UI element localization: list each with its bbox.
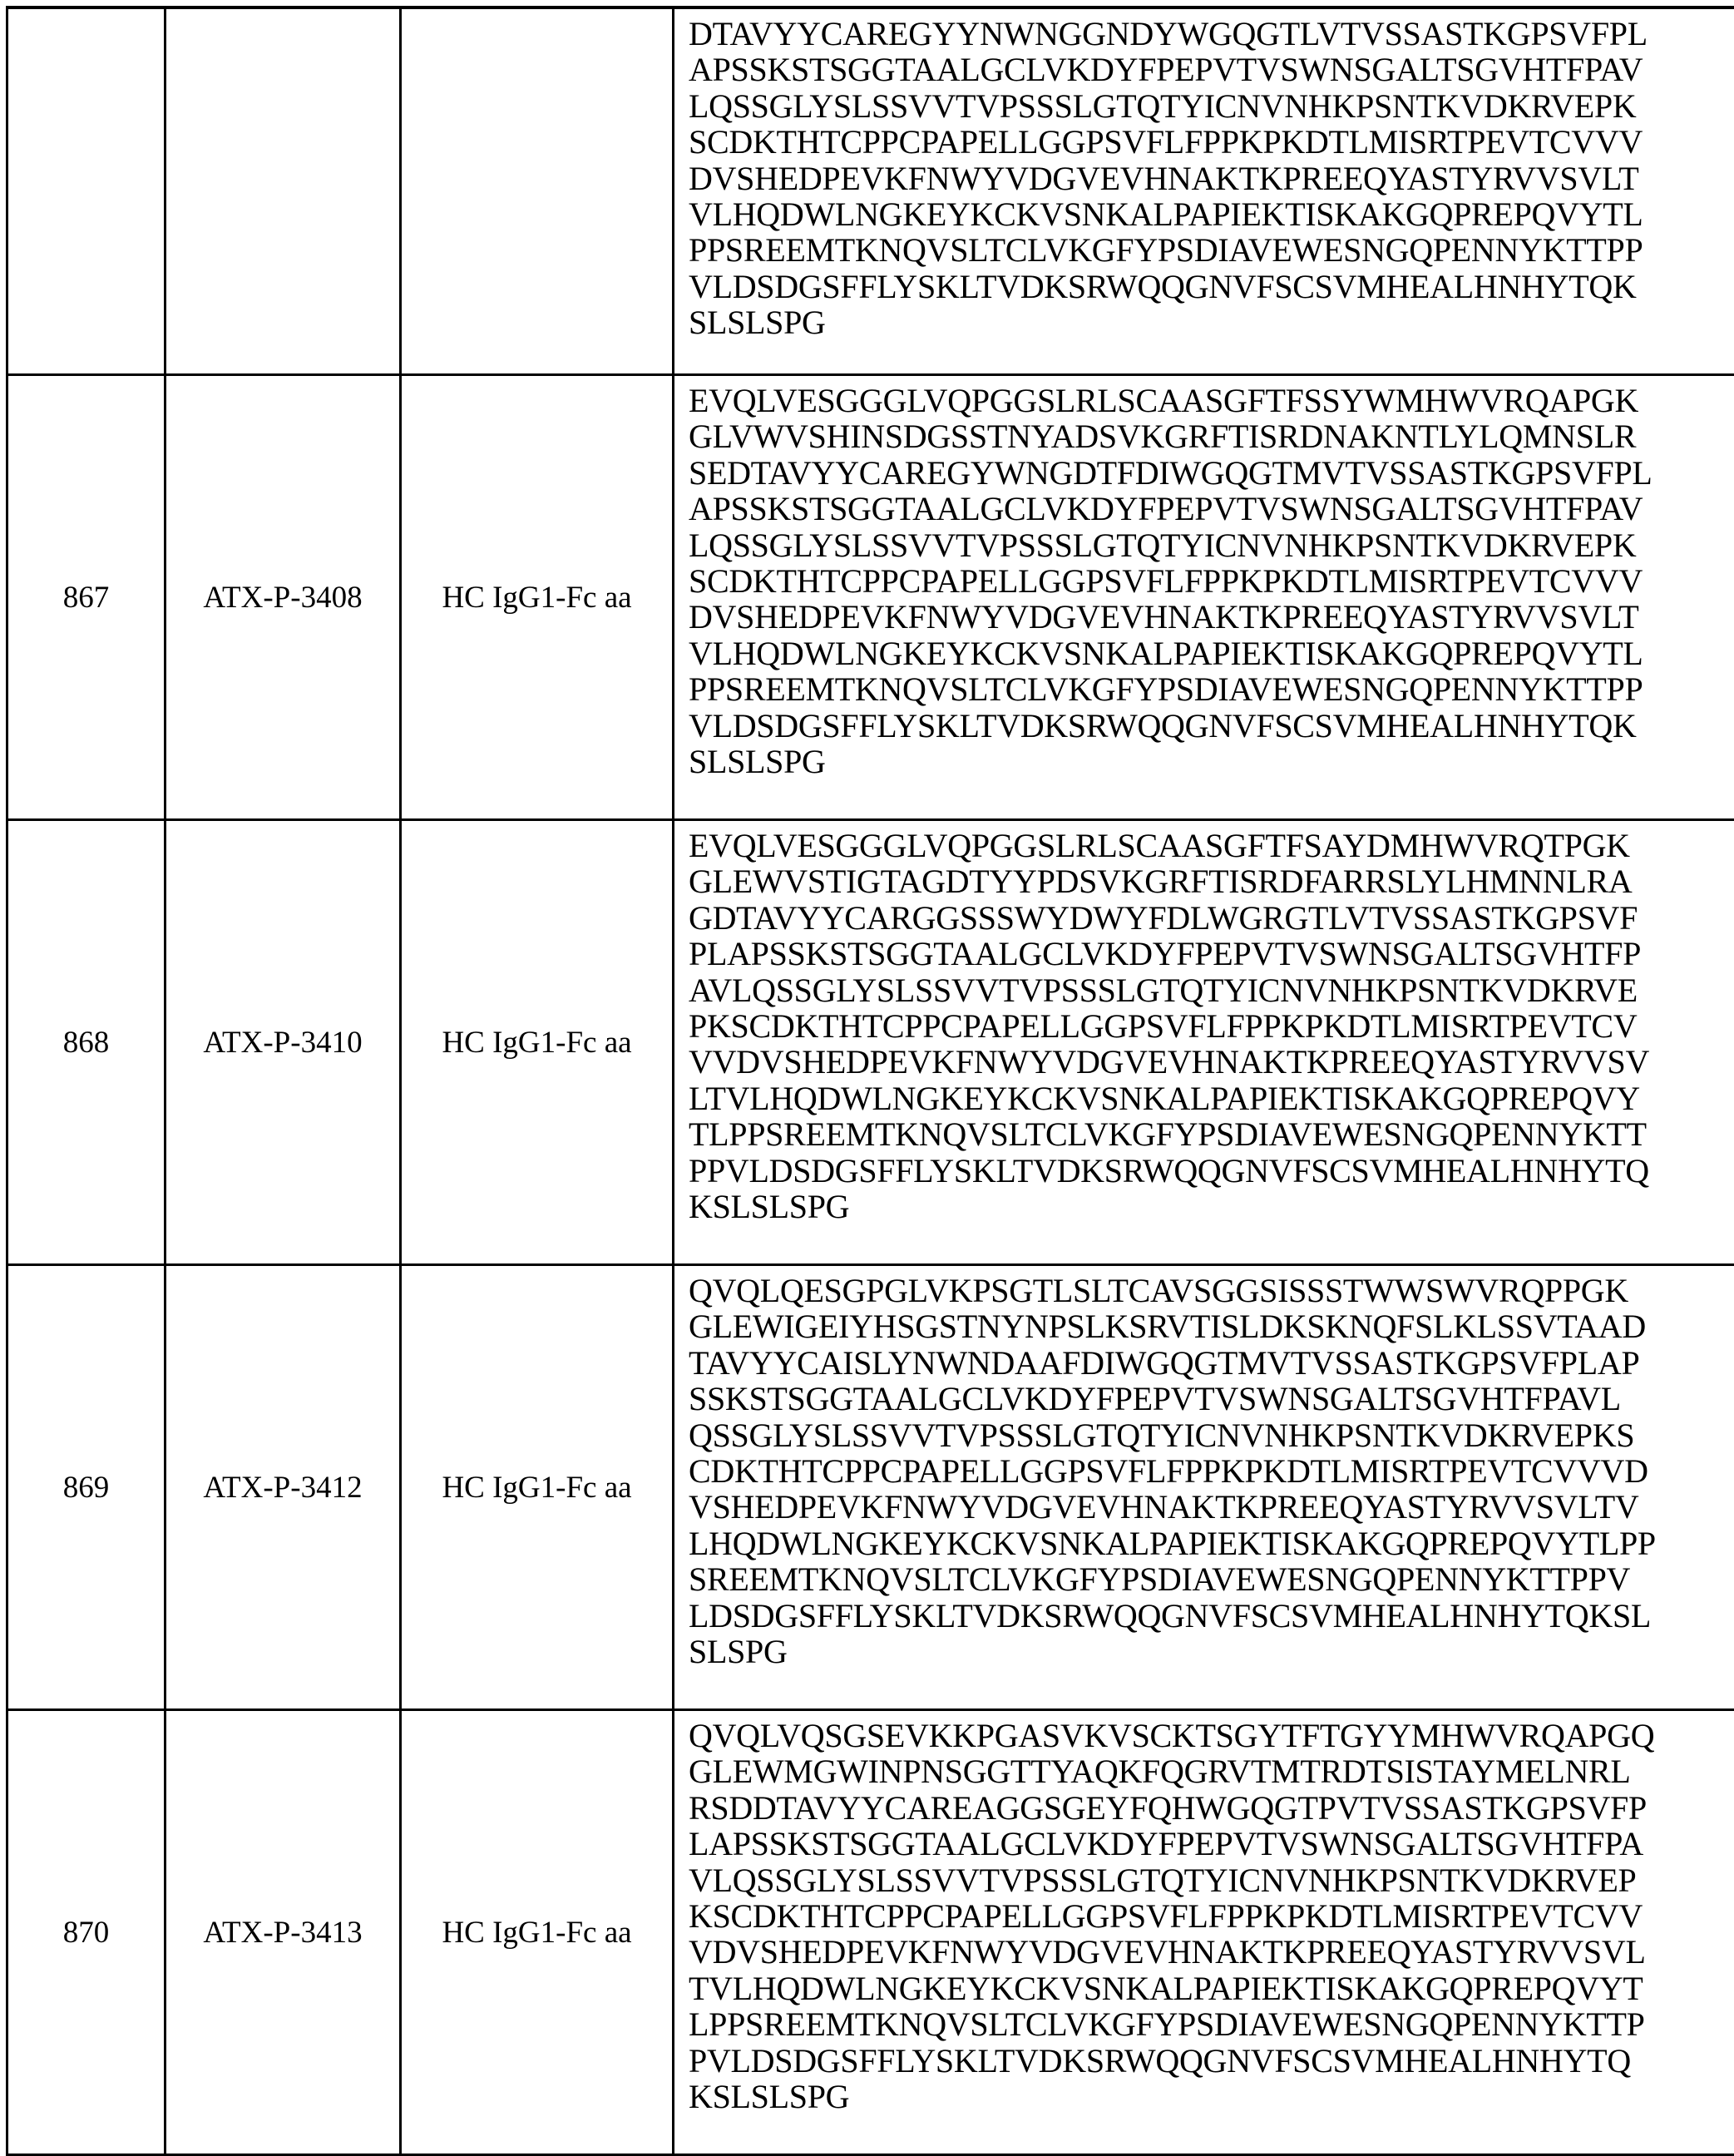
sequence-cell [674,375,1734,820]
seq-id-cell: 870 [7,1710,165,2155]
sequence-line: DVSHEDPEVKFNWYVDGVEVHNAKTKPREEQYASTYRVVSVLT [689,161,1734,196]
sequence-line: PPVLDSDGSFFLYSKLTVDKSRWQQGNVFSCSVMHEALHNHYTQ [689,1153,1734,1189]
sequence-cell [674,820,1734,1265]
construct-name-cell [165,7,401,375]
chain-type-cell: HC IgG1-Fc aa [401,820,674,1265]
seq-id-cell: 868 [7,820,165,1265]
sequence-line: DVSHEDPEVKFNWYVDGVEVHNAKTKPREEQYASTYRVVSVLT [689,599,1734,635]
table-row [7,1265,1734,1710]
sequence-line: SCDKTHTCPPCPAPELLGGPSVFLFPPKPKDTLMISRTPEVTCVVV [689,563,1734,599]
sequence-line: QVQLVQSGSEVKKPGASVKVSCKTSGYTFTGYYMHWVRQAPGQ [689,1718,1734,1753]
sequence-line: PVLDSDGSFFLYSKLTVDKSRWQQGNVFSCSVMHEALHNHYTQ [689,2043,1734,2079]
sequence-line: SSKSTSGGTAALGCLVKDYFPEPVTVSWNSGALTSGVHTFPAVL [689,1381,1734,1417]
sequence-cell [674,1710,1734,2155]
sequence-line: EVQLVESGGGLVQPGGSLRLSCAASGFTFSSYWMHWVRQAPGK [689,383,1734,418]
sequence-line: PKSCDKTHTCPPCPAPELLGGPSVFLFPPKPKDTLMISRTPEVTCV [689,1008,1734,1044]
sequence-line: GLEWMGWINPNSGGTTYAQKFQGRVTMTRDTSISTAYMELNRL [689,1753,1734,1789]
chain-type-cell: HC IgG1-Fc aa [401,1265,674,1710]
sequence-line: PLAPSSKSTSGGTAALGCLVKDYFPEPVTVSWNSGALTSGVHTFP [689,936,1734,972]
construct-name-cell: ATX-P-3412 [165,1265,401,1710]
sequence-line: LQSSGLYSLSSVVTVPSSSLGTQTYICNVNHKPSNTKVDKRVEPK [689,88,1734,124]
chain-type-cell: HC IgG1-Fc aa [401,1710,674,2155]
sequence-line: EVQLVESGGGLVQPGGSLRLSCAASGFTFSAYDMHWVRQTPGK [689,828,1734,863]
sequence-line: VDVSHEDPEVKFNWYVDGVEVHNAKTKPREEQYASTYRVVSVL [689,1934,1734,1970]
sequence-line: CDKTHTCPPCPAPELLGGPSVFLFPPKPKDTLMISRTPEVTCVVVD [689,1453,1734,1489]
sequence-line: LQSSGLYSLSSVVTVPSSSLGTQTYICNVNHKPSNTKVDKRVEPK [689,527,1734,563]
construct-name-cell: ATX-P-3410 [165,820,401,1265]
sequence-line: KSLSLSPG [689,2079,1734,2114]
sequence-cell [674,1265,1734,1710]
sequence-table [6,6,1734,2156]
sequence-line: GDTAVYYCARGGSSSWYDWYFDLWGRGTLVTVSSASTKGPSVF [689,900,1734,936]
sequence-line: GLEWVSTIGTAGDTYYPDSVKGRFTISRDFARRSLYLHMNNLRA [689,863,1734,899]
construct-name-cell: ATX-P-3413 [165,1710,401,2155]
sequence-line: DTAVYYCAREGYYNWNGGNDYWGQGTLVTVSSASTKGPSVFPL [689,16,1734,52]
sequence-line: SLSLSPG [689,744,1734,779]
sequence-line: GLEWIGEIYHSGSTNYNPSLKSRVTISLDKSKNQFSLKLSSVTAAD [689,1308,1734,1344]
sequence-line: QSSGLYSLSSVVTVPSSSLGTQTYICNVNHKPSNTKVDKRVEPKS [689,1417,1734,1453]
construct-name-cell: ATX-P-3408 [165,375,401,820]
seq-id-cell: 869 [7,1265,165,1710]
sequence-line: VLQSSGLYSLSSVVTVPSSSLGTQTYICNVNHKPSNTKVDKRVEP [689,1862,1734,1898]
chain-type-cell: HC IgG1-Fc aa [401,375,674,820]
sequence-line: QVQLQESGPGLVKPSGTLSLTCAVSGGSISSSTWWSWVRQPPGK [689,1273,1734,1308]
sequence-line: VLDSDGSFFLYSKLTVDKSRWQQGNVFSCSVMHEALHNHYTQK [689,269,1734,304]
seq-id-cell [7,7,165,375]
sequence-line: KSCDKTHTCPPCPAPELLGGPSVFLFPPKPKDTLMISRTPEVTCVV [689,1898,1734,1934]
chain-type-cell [401,7,674,375]
sequence-line: APSSKSTSGGTAALGCLVKDYFPEPVTVSWNSGALTSGVHTFPAV [689,52,1734,87]
sequence-line: TLPPSREEMTKNQVSLTCLVKGFYPSDIAVEWESNGQPENNYKTT [689,1116,1734,1152]
sequence-line: RSDDTAVYYCAREAGGSGEYFQHWGQGTPVTVSSASTKGPSVFP [689,1790,1734,1826]
sequence-line: SLSLSPG [689,304,1734,340]
sequence-line: LAPSSKSTSGGTAALGCLVKDYFPEPVTVSWNSGALTSGVHTFPA [689,1826,1734,1862]
sequence-line: VVDVSHEDPEVKFNWYVDGVEVHNAKTKPREEQYASTYRVVSV [689,1044,1734,1080]
sequence-line: VLHQDWLNGKEYKCKVSNKALPAPIEKTISKAKGQPREPQVYTL [689,635,1734,671]
sequence-line: SEDTAVYYCAREGYWNGDTFDIWGQGTMVTVSSASTKGPSVFPL [689,455,1734,491]
sequence-table-body [7,7,1734,2155]
sequence-line: LDSDGSFFLYSKLTVDKSRWQQGNVFSCSVMHEALHNHYTQKSL [689,1598,1734,1634]
table-row [7,1710,1734,2155]
sequence-line: APSSKSTSGGTAALGCLVKDYFPEPVTVSWNSGALTSGVHTFPAV [689,491,1734,527]
sequence-line: LHQDWLNGKEYKCKVSNKALPAPIEKTISKAKGQPREPQVYTLPP [689,1526,1734,1561]
sequence-line: VLHQDWLNGKEYKCKVSNKALPAPIEKTISKAKGQPREPQVYTL [689,196,1734,232]
sequence-line: TVLHQDWLNGKEYKCKVSNKALPAPIEKTISKAKGQPREPQVYT [689,1971,1734,2006]
sequence-line: GLVWVSHINSDGSSTNYADSVKGRFTISRDNAKNTLYLQMNSLR [689,418,1734,454]
sequence-line: AVLQSSGLYSLSSVVTVPSSSLGTQTYICNVNHKPSNTKVDKRVE [689,972,1734,1008]
sequence-line: TAVYYCAISLYNWNDAAFDIWGQGTMVTVSSASTKGPSVFPLAP [689,1345,1734,1381]
table-row [7,7,1734,375]
seq-id-cell: 867 [7,375,165,820]
sequence-line: SLSPG [689,1634,1734,1669]
sequence-line: SREEMTKNQVSLTCLVKGFYPSDIAVEWESNGQPENNYKTTPPV [689,1561,1734,1597]
sequence-line: SCDKTHTCPPCPAPELLGGPSVFLFPPKPKDTLMISRTPEVTCVVV [689,124,1734,160]
sequence-line: LPPSREEMTKNQVSLTCLVKGFYPSDIAVEWESNGQPENNYKTTP [689,2006,1734,2042]
sequence-line: VSHEDPEVKFNWYVDGVEVHNAKTKPREEQYASTYRVVSVLTV [689,1489,1734,1525]
sequence-line: PPSREEMTKNQVSLTCLVKGFYPSDIAVEWESNGQPENNYKTTPP [689,671,1734,707]
sequence-line: VLDSDGSFFLYSKLTVDKSRWQQGNVFSCSVMHEALHNHYTQK [689,708,1734,744]
sequence-line: KSLSLSPG [689,1189,1734,1224]
table-row [7,820,1734,1265]
sequence-cell [674,7,1734,375]
table-row [7,375,1734,820]
sequence-line: PPSREEMTKNQVSLTCLVKGFYPSDIAVEWESNGQPENNYKTTPP [689,232,1734,268]
sequence-line: LTVLHQDWLNGKEYKCKVSNKALPAPIEKTISKAKGQPREPQVY [689,1080,1734,1116]
